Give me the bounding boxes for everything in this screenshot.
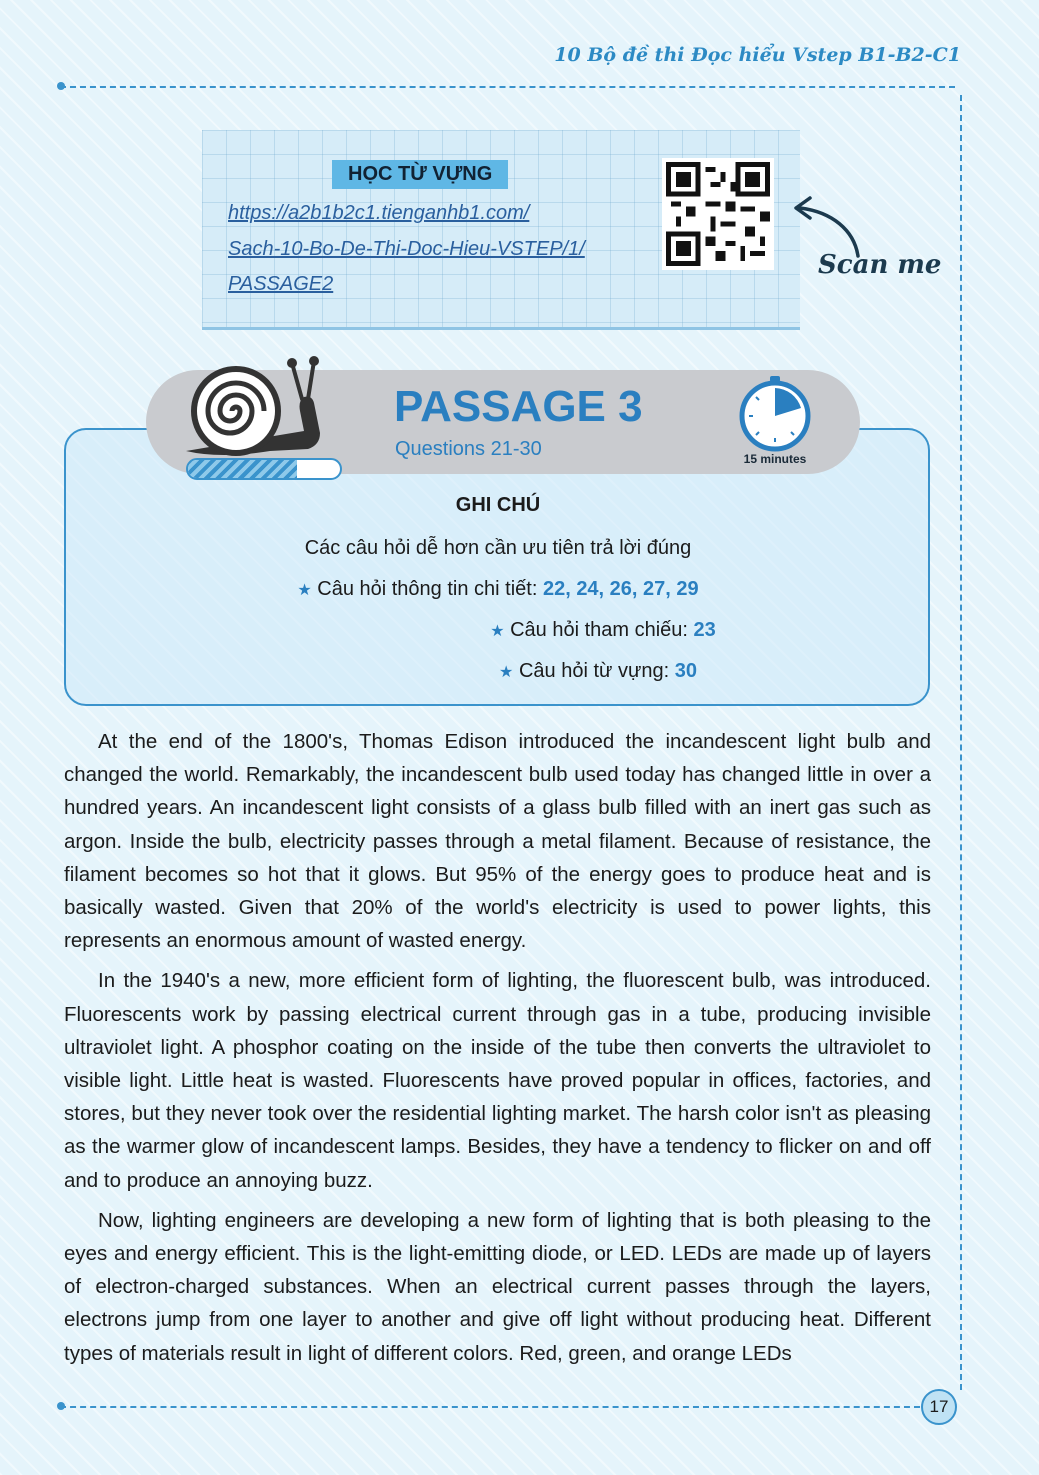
notes-intro: Các câu hỏi dễ hơn cần ưu tiên trả lời đúng — [304, 537, 692, 559]
star-icon: ★ — [490, 623, 505, 640]
passage-subtitle: Questions 21-30 — [395, 438, 542, 460]
top-dashed-border — [60, 86, 955, 88]
vocab-link-line-2[interactable]: Sach-10-Bo-De-Thi-Doc-Hieu-VSTEP/1/ — [228, 238, 585, 260]
snail-icon — [180, 355, 340, 465]
notes-title: GHI CHÚ — [455, 494, 541, 516]
paragraph: Now, lighting engineers are developing a new form of lighting that is both pleasing to the eyes and energy efficient. This is the light-emitting diode, or LED. LEDs are made up of layers of electron-charged substances. When an electrical current passes through the layers, electrons jump from one layer to another and give off light without producing heat. Different types of materials result in light of different colors. Red, green, and orange LEDs — [64, 1208, 931, 1365]
star-icon: ★ — [499, 664, 514, 681]
notes-item-label: Câu hỏi thông tin chi tiết: — [317, 578, 538, 600]
vocab-link-line-1[interactable]: https://a2b1b2c1.tienganhb1.com/ — [228, 202, 530, 224]
vocab-link-line-3[interactable]: PASSAGE2 — [228, 273, 334, 295]
passage-body — [64, 725, 931, 1377]
star-icon: ★ — [297, 582, 312, 599]
bottom-dashed-border — [60, 1406, 920, 1408]
book-title: 10 Bộ đề thi Đọc hiểu Vstep B1-B2-C1 — [554, 44, 961, 66]
paragraph: In the 1940's a new, more efficient form of lighting, the fluorescent bulb, was introduced. Fluorescents work by passing electrical current through gas in a tube, producing invisible ultraviolet light. A phosphor coating on the inside of the tube then converts the ultraviolet to visible light. Little heat is wasted. Fluorescents have proved popular in offices, factories, and stores, but they never took over the residential lighting market. The harsh color isn't as pleasing as the warmer glow of incandescent lamps. Besides, they have a tendency to flicker on and off and to produce an annoying buzz. — [64, 969, 931, 1192]
notes-item-label: Câu hỏi từ vựng: — [518, 660, 670, 682]
stopwatch-icon — [734, 376, 816, 458]
notes-item-numbers: 22, 24, 26, 27, 29 — [542, 578, 699, 600]
vocab-badge: HỌC TỪ VỰNG — [332, 160, 508, 189]
passage-title: PASSAGE 3 — [394, 382, 643, 431]
notes-item-numbers: 23 — [693, 619, 716, 641]
timer-label: 15 minutes — [743, 452, 807, 466]
page-number: 17 — [921, 1389, 957, 1425]
right-dashed-border — [960, 95, 962, 1390]
notes-item-vocab — [0, 660, 996, 683]
qr-code[interactable] — [662, 158, 774, 270]
notes-item-numbers: 30 — [674, 660, 697, 682]
notes-item-detail — [0, 578, 996, 601]
vocab-box — [202, 130, 800, 330]
progress-fill — [188, 460, 297, 478]
notes-item-label: Câu hỏi tham chiếu: — [510, 619, 688, 641]
scan-me-label: Scan me — [818, 250, 942, 280]
paragraph: At the end of the 1800's, Thomas Edison introduced the incandescent light bulb and changed the world. Remarkably, the incandescent bulb used today has changed little in over a hundred years. An incandescent light consists of a glass bulb filled with an inert gas such as argon. Inside the bulb, electricity passes through a metal filament. Because of resistance, the filament becomes so hot that it glows. But 95% of the energy goes to produce heat and is basically wasted. Given that 20% of the world's electricity is used to power lights, this represents an enormous amount of wasted energy. — [64, 730, 931, 953]
progress-bar — [186, 458, 342, 480]
notes-item-reference — [0, 619, 996, 642]
